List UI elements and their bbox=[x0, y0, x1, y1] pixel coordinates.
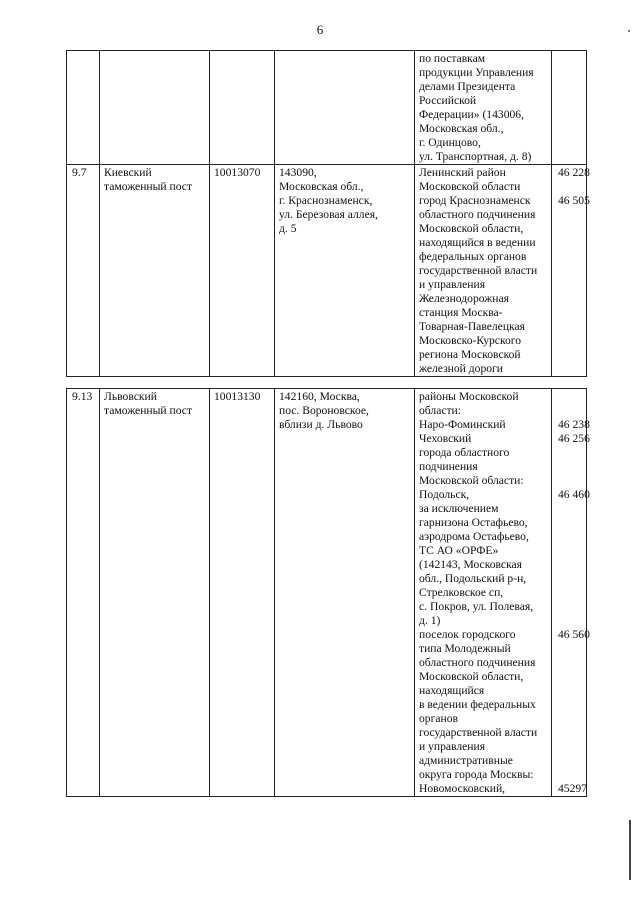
text-line: типа Молодежный bbox=[419, 642, 511, 655]
oktmo-code bbox=[558, 404, 582, 418]
oktmo-code bbox=[558, 656, 582, 670]
customs-table-bottom bbox=[66, 388, 590, 797]
text-line: д. 5 bbox=[279, 222, 297, 235]
oktmo-code bbox=[558, 698, 582, 712]
text-line: Чеховский bbox=[419, 432, 472, 445]
text-line: Московская обл., bbox=[419, 122, 504, 135]
oktmo-code bbox=[558, 530, 582, 544]
oktmo-code bbox=[558, 390, 582, 404]
text-line: ул. Березовая аллея, bbox=[279, 208, 378, 221]
cell-territory-description bbox=[415, 389, 552, 797]
text-line: и управления bbox=[419, 740, 486, 753]
text-line: Ленинский район bbox=[419, 166, 506, 179]
text-line: в ведении федеральных bbox=[419, 698, 536, 711]
text-line: районы Московской bbox=[419, 390, 519, 403]
oktmo-code bbox=[558, 740, 582, 754]
text-line: Московской области, bbox=[419, 670, 524, 683]
oktmo-code bbox=[558, 642, 582, 656]
text-line: города областного bbox=[419, 446, 510, 459]
text-line: по поставкам bbox=[419, 52, 486, 65]
oktmo-code bbox=[558, 614, 582, 628]
text-line: подчинения bbox=[419, 460, 478, 473]
oktmo-code: 46 505 bbox=[558, 194, 590, 207]
cell-oktmo-empty bbox=[552, 51, 587, 165]
oktmo-code: 45297 bbox=[558, 782, 587, 795]
oktmo-code: 46 460 bbox=[558, 488, 590, 501]
row-number: 9.7 bbox=[67, 165, 100, 377]
text-line: Московская обл., bbox=[279, 180, 364, 193]
text-line: Новомосковский, bbox=[419, 782, 506, 795]
text-line: Московской области, bbox=[419, 222, 524, 235]
oktmo-code bbox=[558, 754, 582, 768]
text-line: г. Одинцово, bbox=[419, 136, 481, 149]
text-line: Подольск, bbox=[419, 488, 470, 501]
table-row-continuation bbox=[67, 51, 587, 165]
oktmo-code bbox=[558, 684, 582, 698]
oktmo-code bbox=[558, 180, 582, 194]
oktmo-code: 46 560 bbox=[558, 628, 590, 641]
cell-name-empty bbox=[100, 51, 210, 165]
text-line: находящийся в ведении bbox=[419, 236, 536, 249]
text-line: Львовский bbox=[104, 390, 157, 403]
text-line: с. Покров, ул. Полевая, bbox=[419, 600, 534, 613]
oktmo-code bbox=[558, 558, 582, 572]
text-line: город Краснознаменск bbox=[419, 194, 531, 207]
text-line: находящийся bbox=[419, 684, 485, 697]
cell-territory-description bbox=[415, 51, 552, 165]
text-line: Российской bbox=[419, 94, 477, 107]
text-line: вблизи д. Львово bbox=[279, 418, 363, 431]
customs-post-code: 10013070 bbox=[210, 165, 275, 377]
oktmo-code bbox=[558, 768, 582, 782]
oktmo-code bbox=[558, 474, 582, 488]
text-line: поселок городского bbox=[419, 628, 516, 641]
text-line: ул. Транспортная, д. 8) bbox=[419, 150, 532, 163]
table-row-9-13 bbox=[67, 389, 587, 797]
text-line: Наро-Фоминский bbox=[419, 418, 506, 431]
oktmo-code bbox=[558, 600, 582, 614]
text-line: областного подчинения bbox=[419, 656, 536, 669]
text-line: (142143, Московская bbox=[419, 558, 523, 571]
text-line: государственной власти bbox=[419, 264, 538, 277]
oktmo-code bbox=[558, 586, 582, 600]
oktmo-code bbox=[558, 502, 582, 516]
text-line: таможенный пост bbox=[104, 404, 193, 417]
text-line: региона Московской bbox=[419, 348, 521, 361]
text-line: Федерации» (143006, bbox=[419, 108, 524, 121]
text-line: областного подчинения bbox=[419, 208, 536, 221]
text-line: Московской области bbox=[419, 180, 521, 193]
text-line: за исключением bbox=[419, 502, 499, 515]
text-line: обл., Подольский р-н, bbox=[419, 572, 527, 585]
oktmo-code bbox=[558, 572, 582, 586]
cell-oktmo-codes bbox=[552, 389, 590, 797]
text-line: Московской области: bbox=[419, 474, 524, 487]
scan-artifact bbox=[628, 30, 630, 32]
text-line: округа города Москвы: bbox=[419, 768, 534, 781]
cell-num-empty bbox=[67, 51, 100, 165]
text-line: пос. Вороновское, bbox=[279, 404, 369, 417]
oktmo-code bbox=[558, 460, 582, 474]
scan-edge-artifact bbox=[629, 820, 631, 880]
text-line: Стрелковское сп, bbox=[419, 586, 504, 599]
text-line: Московско-Курского bbox=[419, 334, 522, 347]
oktmo-code: 46 228 bbox=[558, 166, 590, 179]
oktmo-code bbox=[558, 712, 582, 726]
text-line: органов bbox=[419, 712, 458, 725]
oktmo-code: 46 256 bbox=[558, 432, 590, 445]
page-number: 6 bbox=[316, 22, 324, 37]
oktmo-code bbox=[558, 446, 582, 460]
oktmo-code bbox=[558, 726, 582, 740]
cell-address-empty bbox=[275, 51, 415, 165]
text-line: федеральных органов bbox=[419, 250, 527, 263]
text-line: государственной власти bbox=[419, 726, 538, 739]
text-line: делами Президента bbox=[419, 80, 516, 93]
text-line: 142160, Москва, bbox=[279, 390, 360, 403]
text-line: административные bbox=[419, 754, 513, 767]
row-number: 9.13 bbox=[67, 389, 100, 797]
text-line: железной дороги bbox=[419, 362, 504, 375]
text-line: Товарная-Павелецкая bbox=[419, 320, 525, 333]
text-line: области: bbox=[419, 404, 461, 417]
text-line: г. Краснознаменск, bbox=[279, 194, 373, 207]
text-line: 143090, bbox=[279, 166, 317, 179]
oktmo-code bbox=[558, 516, 582, 530]
text-line: д. 1) bbox=[419, 614, 441, 627]
text-line: гарнизона Остафьево, bbox=[419, 516, 528, 529]
customs-table-top bbox=[66, 50, 590, 377]
text-line: Киевский bbox=[104, 166, 152, 179]
customs-post-address bbox=[275, 389, 415, 797]
oktmo-code bbox=[558, 670, 582, 684]
cell-code-empty bbox=[210, 51, 275, 165]
text-line: таможенный пост bbox=[104, 180, 193, 193]
text-line: аэродрома Остафьево, bbox=[419, 530, 529, 543]
table-row-9-7 bbox=[67, 165, 587, 377]
cell-territory-description bbox=[415, 165, 552, 377]
customs-post-code: 10013130 bbox=[210, 389, 275, 797]
customs-post-name bbox=[100, 165, 210, 377]
oktmo-code bbox=[558, 544, 582, 558]
text-line: станция Москва- bbox=[419, 306, 503, 319]
cell-oktmo-codes bbox=[552, 165, 590, 377]
customs-post-address bbox=[275, 165, 415, 377]
text-line: продукции Управления bbox=[419, 66, 534, 79]
customs-post-name bbox=[100, 389, 210, 797]
oktmo-code: 46 238 bbox=[558, 418, 590, 431]
text-line: ТС АО «ОРФЕ» bbox=[419, 544, 499, 557]
text-line: и управления bbox=[419, 278, 486, 291]
text-line: Железнодорожная bbox=[419, 292, 509, 305]
